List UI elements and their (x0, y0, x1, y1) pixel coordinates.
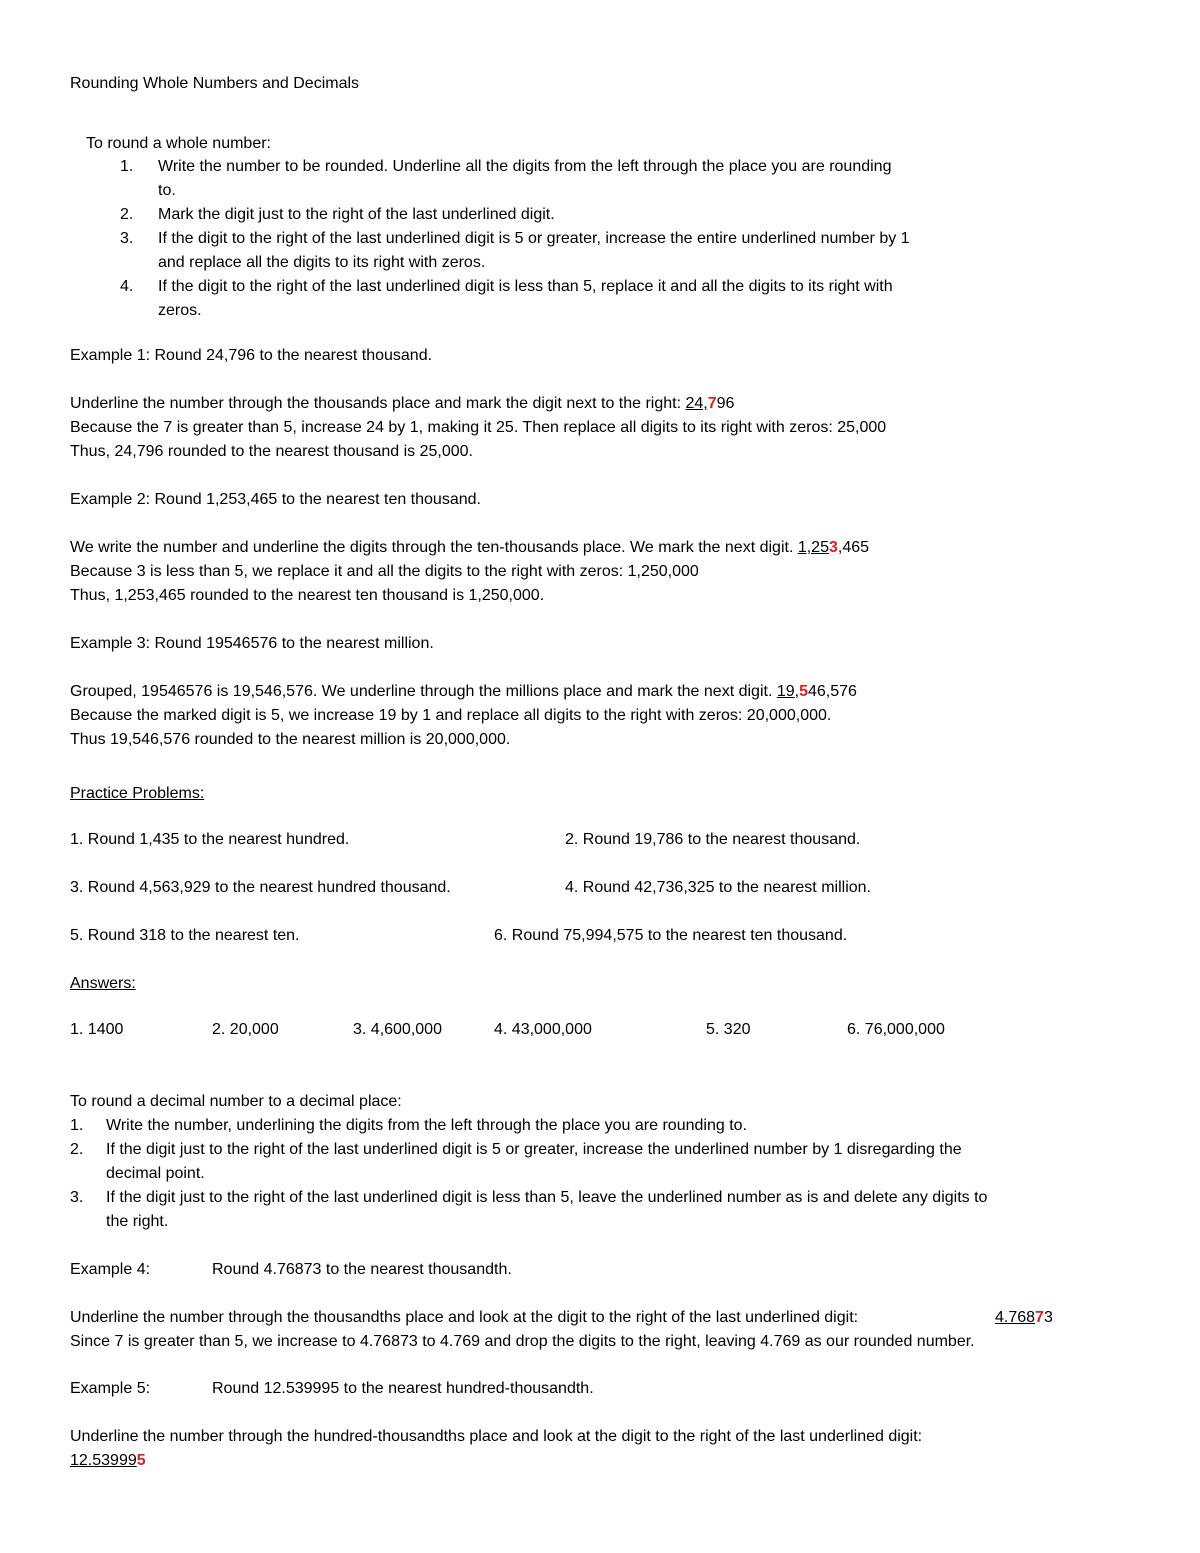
practice-heading: Practice Problems: (70, 785, 205, 802)
example-5-text: Round 12.539995 to the nearest hundred-thousandth. (212, 1380, 594, 1397)
whole-step-3-line-1: If the digit to the right of the last underlined digit is 5 or greater, increase the entire underlined number by 1 (158, 230, 910, 247)
decimal-step-2-number: 2. (70, 1141, 84, 1158)
example-4-label: Example 4: (70, 1261, 151, 1278)
example-4-marked-digit: 7 (1035, 1309, 1044, 1326)
example-4-remaining-digits: 3 (1043, 1309, 1053, 1326)
example-5-label: Example 5: (70, 1380, 151, 1397)
example-1-line-2: Because the 7 is greater than 5, increase 24 by 1, making it 25. Then replace all digits to its right with zeros: 25,000 (70, 419, 887, 436)
page-title: Rounding Whole Numbers and Decimals (70, 75, 360, 92)
practice-problem-3: 3. Round 4,563,929 to the nearest hundred thousand. (70, 879, 451, 896)
decimal-step-3-number: 3. (70, 1189, 84, 1206)
whole-step-3-line-2: and replace all the digits to its right with zeros. (158, 254, 486, 271)
example-4-line-2: Since 7 is greater than 5, we increase to 4.76873 to 4.769 and drop the digits to the right, leaving 4.769 as our rounded number. (70, 1333, 975, 1350)
example-3-title: Example 3: Round 19546576 to the nearest million. (70, 635, 434, 652)
decimal-step-3-line-1: If the digit just to the right of the last underlined digit is less than 5, leave the underlined number as is and delete any digits to (106, 1189, 988, 1206)
example-3-underlined-digits: 19 (776, 683, 795, 700)
whole-step-4-line-1: If the digit to the right of the last underlined digit is less than 5, replace it and all the digits to its right with (158, 278, 893, 295)
decimal-step-2-line-1: If the digit just to the right of the last underlined digit is 5 or greater, increase the underlined number by 1 disregarding the (106, 1141, 962, 1158)
example-3-separator: , (794, 683, 800, 700)
answer-3: 3. 4,600,000 (353, 1021, 442, 1038)
whole-step-1-line-2: to. (158, 182, 176, 199)
example-2-remaining-digits: ,465 (837, 539, 870, 556)
decimal-heading: To round a decimal number to a decimal place: (70, 1093, 402, 1110)
answer-1: 1. 1400 (70, 1021, 124, 1038)
answer-5: 5. 320 (706, 1021, 751, 1038)
answers-heading: Answers: (70, 975, 136, 992)
example-1-line-3: Thus, 24,796 rounded to the nearest thousand is 25,000. (70, 443, 473, 460)
example-1-marked-digit: 7 (707, 395, 717, 412)
decimal-step-1-number: 1. (70, 1117, 84, 1134)
whole-step-4-line-2: zeros. (158, 302, 202, 319)
example-2-marked-digit: 3 (828, 539, 838, 556)
whole-step-4-number: 4. (120, 278, 134, 295)
example-1-remaining-digits: 96 (716, 395, 735, 412)
example-5-line-1: Underline the number through the hundred-thousandths place and look at the digit to the right of the last underlined digit: (70, 1428, 923, 1445)
example-1-line-1 (70, 394, 734, 414)
example-5-marked-digit: 5 (136, 1452, 146, 1469)
whole-step-3-number: 3. (120, 230, 134, 247)
example-5-underlined-digits: 12.53999 (70, 1452, 137, 1469)
example-3-line-3: Thus 19,546,576 rounded to the nearest million is 20,000,000. (70, 731, 511, 748)
answer-4: 4. 43,000,000 (494, 1021, 592, 1038)
example-2-title: Example 2: Round 1,253,465 to the nearest ten thousand. (70, 491, 481, 508)
example-1-line-1-text: Underline the number through the thousands place and mark the digit next to the right: (70, 395, 686, 412)
answer-6: 6. 76,000,000 (847, 1021, 945, 1038)
example-1-title: Example 1: Round 24,796 to the nearest thousand. (70, 347, 433, 364)
example-3-line-1 (70, 682, 857, 702)
example-2-line-2: Because 3 is less than 5, we replace it and all the digits to the right with zeros: 1,250,000 (70, 563, 699, 580)
whole-step-2-line-1: Mark the digit just to the right of the last underlined digit. (158, 206, 555, 223)
example-5-number (70, 1451, 146, 1471)
example-2-line-3: Thus, 1,253,465 rounded to the nearest ten thousand is 1,250,000. (70, 587, 545, 604)
example-3-marked-digit: 5 (799, 683, 808, 700)
whole-step-1-line-1: Write the number to be rounded. Underline all the digits from the left through the place you are rounding (158, 158, 892, 175)
example-1-underlined-digits: 24, (685, 395, 708, 412)
practice-problem-1: 1. Round 1,435 to the nearest hundred. (70, 831, 350, 848)
decimal-step-3-line-2: the right. (106, 1213, 169, 1230)
practice-problem-5: 5. Round 318 to the nearest ten. (70, 927, 300, 944)
example-4-number (995, 1308, 1053, 1328)
example-4-text: Round 4.76873 to the nearest thousandth. (212, 1261, 512, 1278)
answer-2: 2. 20,000 (212, 1021, 279, 1038)
whole-step-2-number: 2. (120, 206, 134, 223)
example-3-line-1-text: Grouped, 19546576 is 19,546,576. We underline through the millions place and mark the next digit. (70, 683, 777, 700)
practice-problem-4: 4. Round 42,736,325 to the nearest million. (565, 879, 871, 896)
practice-problem-6: 6. Round 75,994,575 to the nearest ten thousand. (494, 927, 848, 944)
example-2-line-1-text: We write the number and underline the digits through the ten-thousands place. We mark the next digit. (70, 539, 798, 556)
example-3-remaining-digits: 46,576 (807, 683, 857, 700)
practice-problem-2: 2. Round 19,786 to the nearest thousand. (565, 831, 861, 848)
example-4-underlined-digits: 4.768 (995, 1309, 1036, 1326)
decimal-step-2-line-2: decimal point. (106, 1165, 205, 1182)
example-3-line-2: Because the marked digit is 5, we increase 19 by 1 and replace all digits to the right with zeros: 20,000,000. (70, 707, 832, 724)
example-2-line-1 (70, 538, 869, 558)
whole-step-1-number: 1. (120, 158, 134, 175)
whole-heading: To round a whole number: (86, 135, 271, 152)
example-4-line-1: Underline the number through the thousandths place and look at the digit to the right of the last underlined digit: (70, 1309, 859, 1326)
example-2-underlined-digits: 1,25 (797, 539, 829, 556)
decimal-step-1-line-1: Write the number, underlining the digits from the left through the place you are rounding to. (106, 1117, 747, 1134)
